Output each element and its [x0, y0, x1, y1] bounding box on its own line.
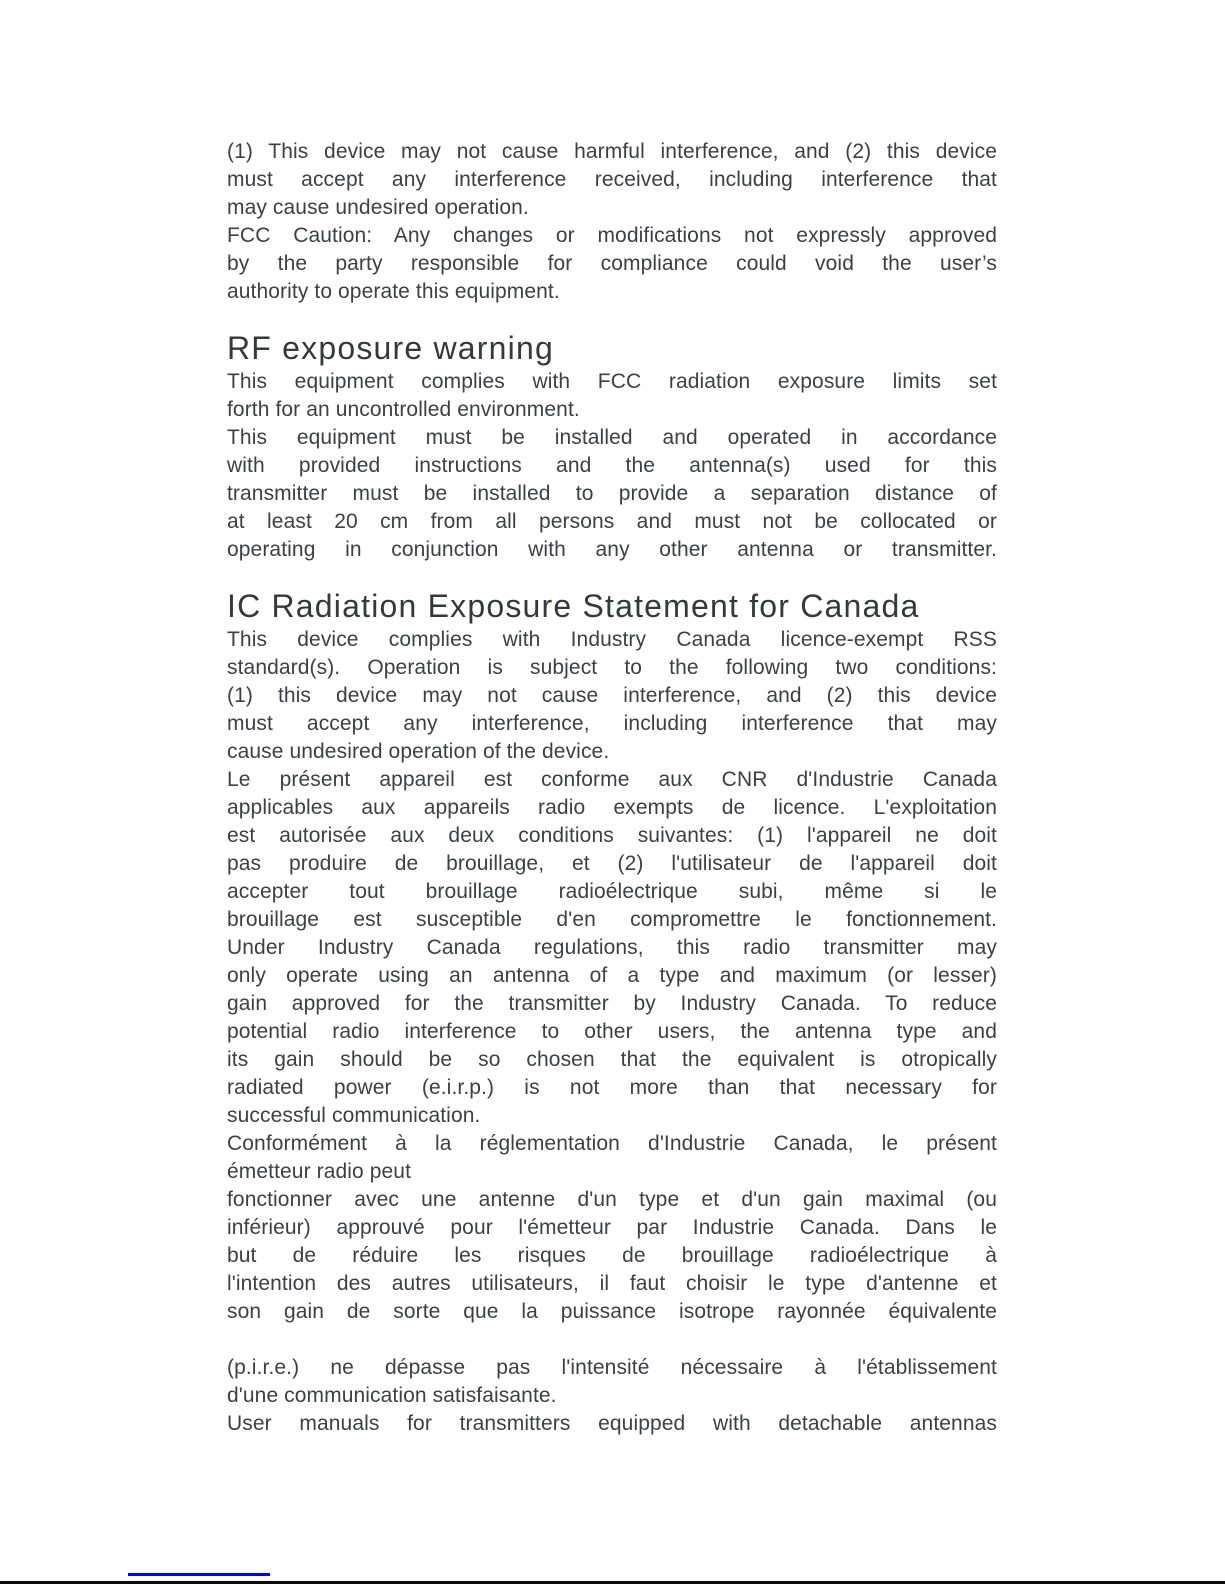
text-line: must accept any interference received, including interference that: [227, 168, 997, 191]
text-line: fonctionner avec une antenne d'un type et d'un gain maximal (ou: [227, 1188, 997, 1211]
ic-statement-continued-paragraph: [227, 1354, 997, 1438]
text-line: This device complies with Industry Canada licence-exempt RSS: [227, 628, 997, 651]
text-line: est autorisée aux deux conditions suivantes: (1) l'appareil ne doit: [227, 824, 997, 847]
page-bottom-edge: [0, 1581, 1225, 1584]
text-line: (p.i.r.e.) ne dépasse pas l'intensité nécessaire à l'établissement: [227, 1356, 997, 1379]
text-line: potential radio interference to other users, the antenna type and: [227, 1020, 997, 1043]
text-line: This equipment must be installed and operated in accordance: [227, 426, 997, 449]
text-line: cause undesired operation of the device.: [227, 740, 610, 763]
text-line: by the party responsible for compliance could void the user’s: [227, 252, 997, 275]
text-line: User manuals for transmitters equipped with detachable antennas: [227, 1412, 997, 1435]
text-line: inférieur) approuvé pour l'émetteur par Industrie Canada. Dans le: [227, 1216, 997, 1239]
footer-link-underline: [128, 1573, 270, 1576]
text-line: (1) this device may not cause interference, and (2) this device: [227, 684, 997, 707]
text-line: l'intention des autres utilisateurs, il faut choisir le type d'antenne et: [227, 1272, 997, 1295]
text-line: applicables aux appareils radio exempts de licence. L'exploitation: [227, 796, 997, 819]
text-line: at least 20 cm from all persons and must not be collocated or: [227, 510, 997, 533]
text-line: accepter tout brouillage radioélectrique subi, même si le: [227, 880, 997, 903]
text-line: must accept any interference, including interference that may: [227, 712, 997, 735]
ic-statement-paragraph: [227, 626, 997, 1326]
text-line: brouillage est susceptible d'en compromettre le fonctionnement.: [227, 908, 997, 931]
text-line: (1) This device may not cause harmful interference, and (2) this device: [227, 140, 997, 163]
text-line: may cause undesired operation.: [227, 196, 529, 219]
text-line: radiated power (e.i.r.p.) is not more than that necessary for: [227, 1076, 997, 1099]
text-line: d'une communication satisfaisante.: [227, 1384, 557, 1407]
text-line: standard(s). Operation is subject to the following two conditions:: [227, 656, 997, 679]
text-line: son gain de sorte que la puissance isotrope rayonnée équivalente: [227, 1300, 997, 1323]
text-line: but de réduire les risques de brouillage radioélectrique à: [227, 1244, 997, 1267]
text-line: transmitter must be installed to provide a separation distance of: [227, 482, 997, 505]
fcc-conditions-paragraph: [227, 138, 997, 306]
rf-exposure-warning-heading: RF exposure warning: [227, 330, 554, 366]
text-line: only operate using an antenna of a type and maximum (or lesser): [227, 964, 997, 987]
text-line: This equipment complies with FCC radiation exposure limits set: [227, 370, 997, 393]
text-line: its gain should be so chosen that the equivalent is otropically: [227, 1048, 997, 1071]
text-line: forth for an uncontrolled environment.: [227, 398, 580, 421]
ic-radiation-statement-heading: IC Radiation Exposure Statement for Canada: [227, 588, 920, 624]
text-line: authority to operate this equipment.: [227, 280, 560, 303]
text-line: émetteur radio peut: [227, 1160, 412, 1183]
text-line: Conformément à la réglementation d'Industrie Canada, le présent: [227, 1132, 997, 1155]
text-line: with provided instructions and the antenna(s) used for this: [227, 454, 997, 477]
text-line: Le présent appareil est conforme aux CNR d'Industrie Canada: [227, 768, 997, 791]
text-line: operating in conjunction with any other antenna or transmitter.: [227, 538, 997, 561]
rf-exposure-paragraph: [227, 368, 997, 564]
text-line: Under Industry Canada regulations, this radio transmitter may: [227, 936, 997, 959]
document-content: [227, 138, 997, 1438]
text-line: gain approved for the transmitter by Industry Canada. To reduce: [227, 992, 997, 1015]
text-line: pas produire de brouillage, et (2) l'utilisateur de l'appareil doit: [227, 852, 997, 875]
text-line: FCC Caution: Any changes or modifications not expressly approved: [227, 224, 997, 247]
text-line: successful communication.: [227, 1104, 481, 1127]
